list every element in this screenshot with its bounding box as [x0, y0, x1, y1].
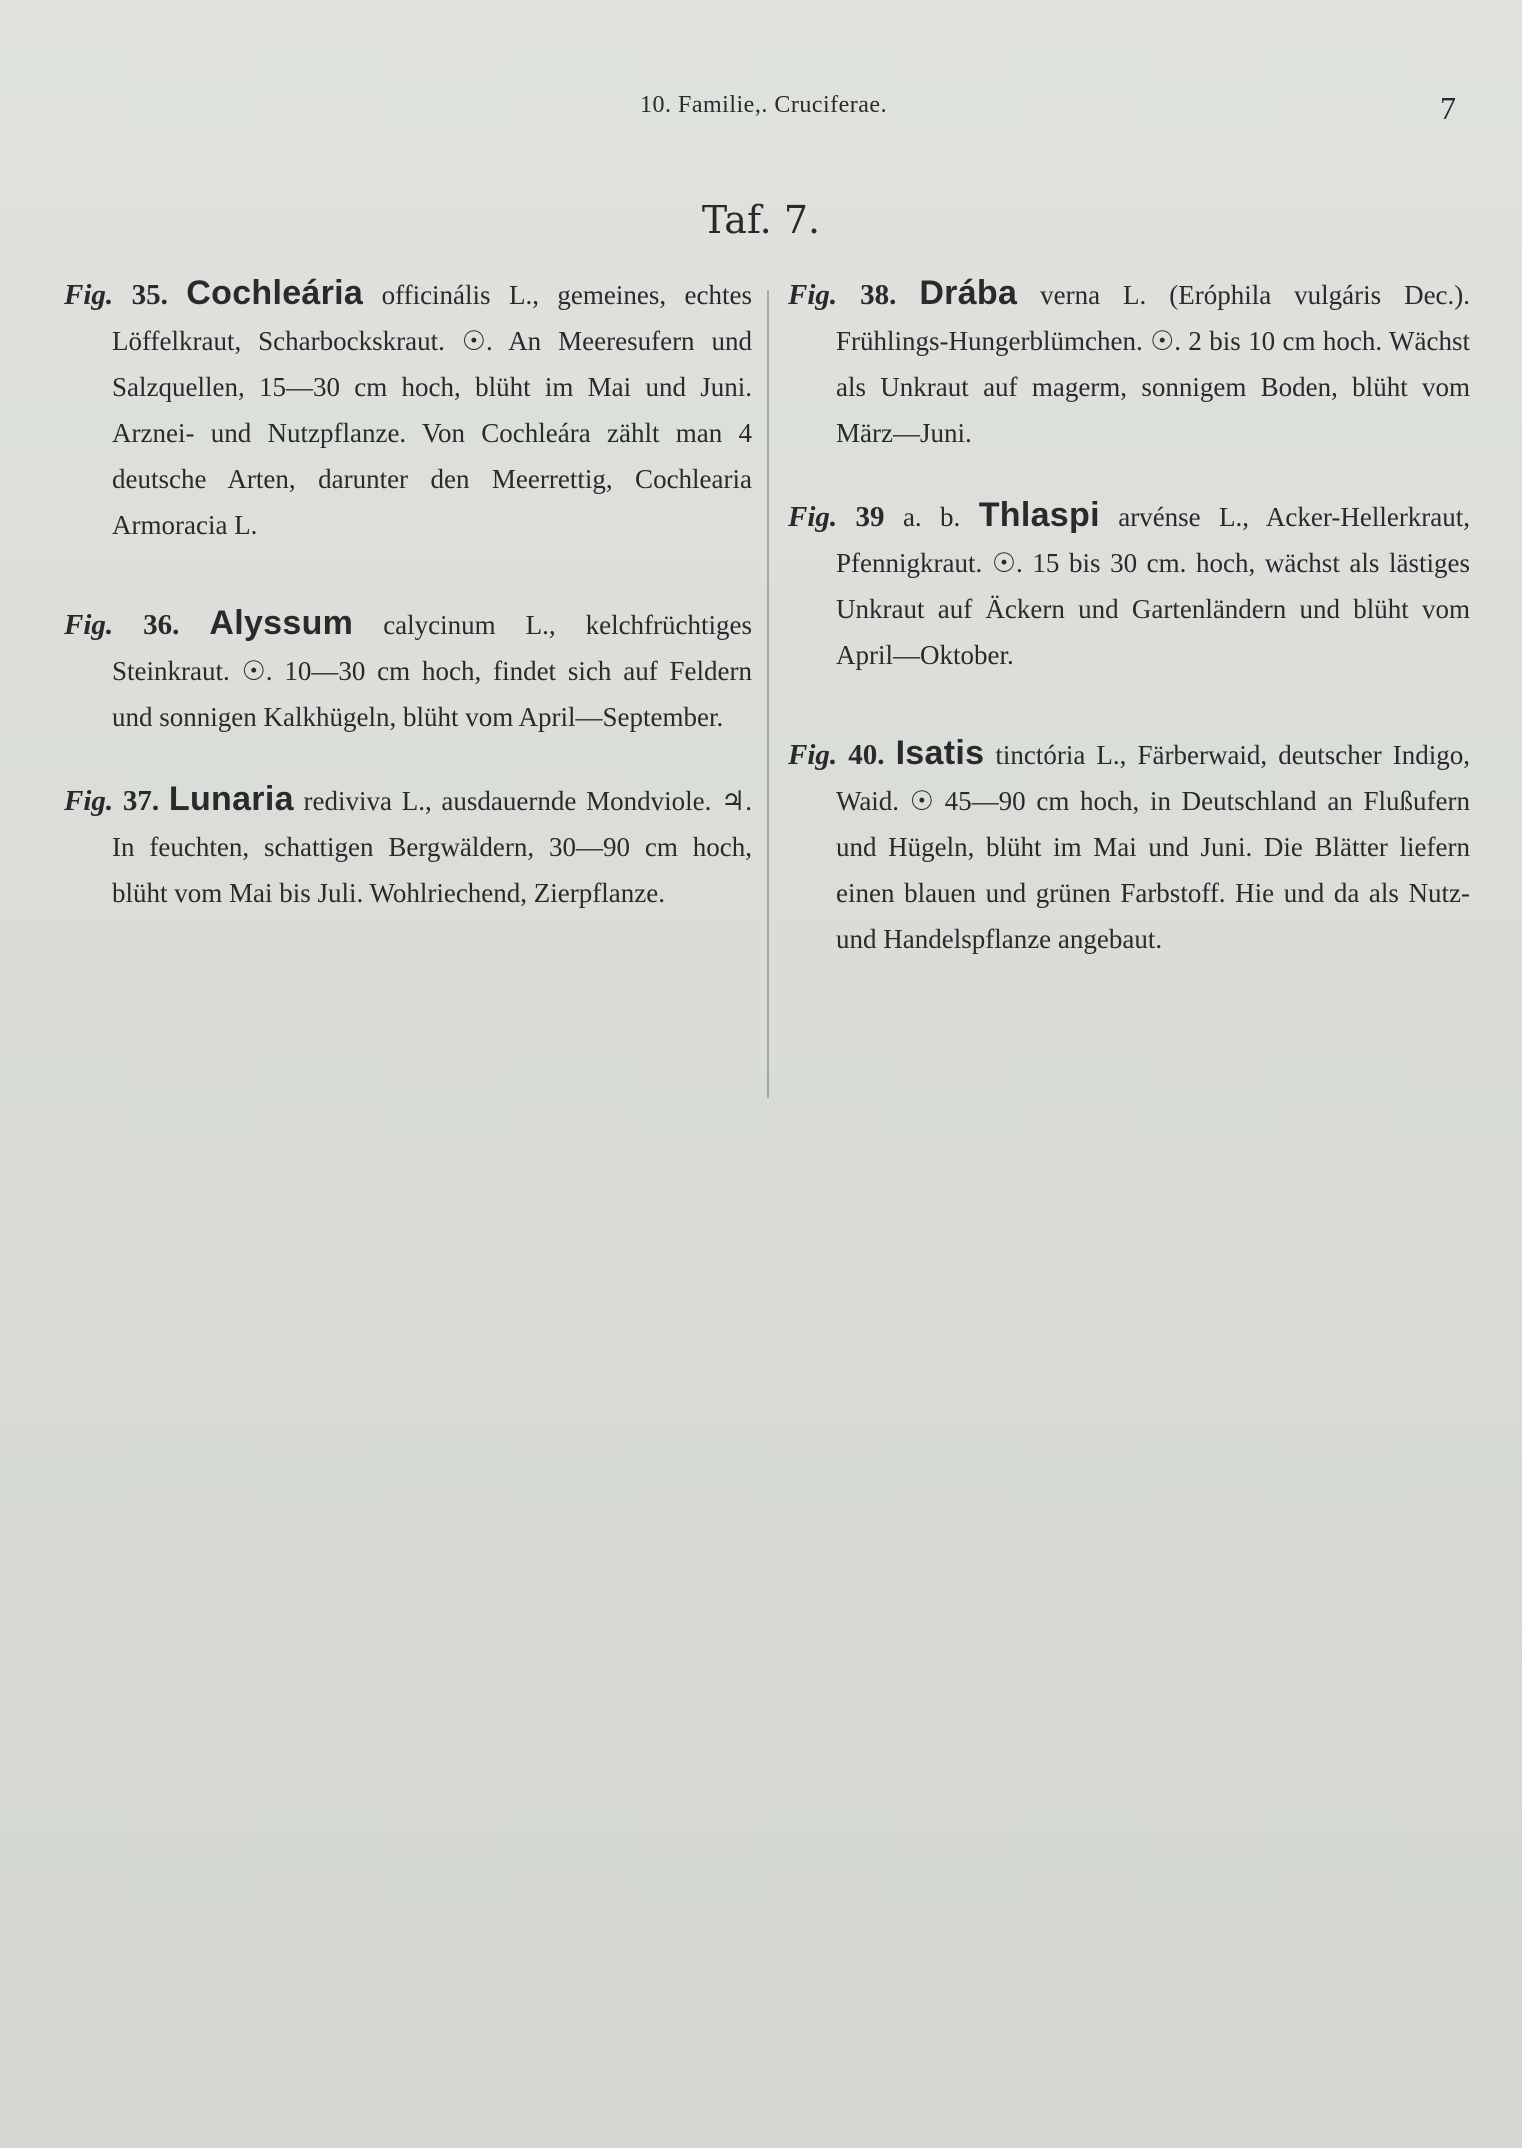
entry-fig-40 [788, 730, 1471, 962]
entry-text: officinális L., gemeines, echtes Löffelkraut, Scharbockskraut. ☉. An Meeresufern und Salzquellen, 15—30 cm hoch, blüht im Mai und Juni. Arznei- und Nutzpflanze. Von Cochleára zählt man 4 deutsche Arten, darunter den Meerrettig, Cochlearia Armoracia L. [112, 280, 753, 540]
left-column [64, 270, 753, 916]
entry-text: verna L. (Eróphila vulgáris Dec.). Frühlings-Hungerblümchen. ☉. 2 bis 10 cm hoch. Wächst als Unkraut auf magerm, sonnigem Boden, blüht vom März—Juni. [836, 280, 1471, 448]
genus-name: Cochleária [186, 274, 364, 312]
fig-number: 36. [143, 609, 180, 641]
entry-text: rediviva L., ausdauernde Mondviole. ♃. In feuchten, schattigen Bergwäldern, 30—90 cm hoch, blüht vom Mai bis Juli. Wohlriechend, Zierpflanze. [112, 786, 753, 908]
entry-fig-35 [64, 270, 753, 548]
column-divider [767, 290, 769, 1098]
entry-text: calycinum L., kelchfrüchtiges Steinkraut. ☉. 10—30 cm hoch, findet sich auf Feldern und sonnigen Kalkhügeln, blüht vom April—September. [112, 610, 753, 732]
entry-text: tinctória L., Färberwaid, deutscher Indigo, Waid. ☉ 45—90 cm hoch, in Deutschland an Flußufern und Hügeln, blüht im Mai und Juni. Die Blätter liefern einen blauen und grünen Farbstoff. Hie und da als Nutz- und Handelspflanze angebaut. [836, 740, 1471, 954]
fig-number: 38. [860, 279, 897, 311]
fig-label: Fig. [788, 501, 838, 533]
page-number: 7 [1440, 90, 1456, 126]
plate-heading: Taf. 7. [701, 198, 821, 242]
entry-fig-38 [788, 270, 1471, 456]
fig-label: Fig. [64, 279, 114, 311]
genus-name: Alyssum [209, 604, 354, 642]
page-header [0, 92, 1522, 132]
entry-fig-37 [64, 776, 753, 916]
fig-number: 37. [122, 785, 160, 817]
genus-name: Thlaspi [978, 496, 1100, 534]
fig-label: Fig. [64, 785, 114, 817]
running-title: 10. Familie,. Cruciferae. [640, 92, 888, 118]
entry-text: arvénse L., Acker-Hellerkraut, Pfennigkraut. ☉. 15 bis 30 cm. hoch, wächst als lästiges Unkraut auf Äckern und Gartenländern und blüht vom April—Oktober. [836, 502, 1471, 670]
genus-name: Drába [919, 274, 1018, 312]
fig-number: 40. [848, 739, 885, 771]
entry-fig-39 [788, 492, 1471, 678]
genus-name: Lunaria [168, 780, 294, 818]
right-column [788, 270, 1471, 962]
fig-label: Fig. [64, 609, 114, 641]
fig-label: Fig. [788, 279, 838, 311]
entry-fig-36 [64, 600, 753, 740]
fig-number: 39 [855, 501, 885, 533]
fig-label: Fig. [788, 739, 838, 771]
genus-name: Isatis [895, 734, 985, 772]
fig-part-labels: a. b. [902, 502, 961, 532]
fig-number: 35. [131, 279, 168, 311]
